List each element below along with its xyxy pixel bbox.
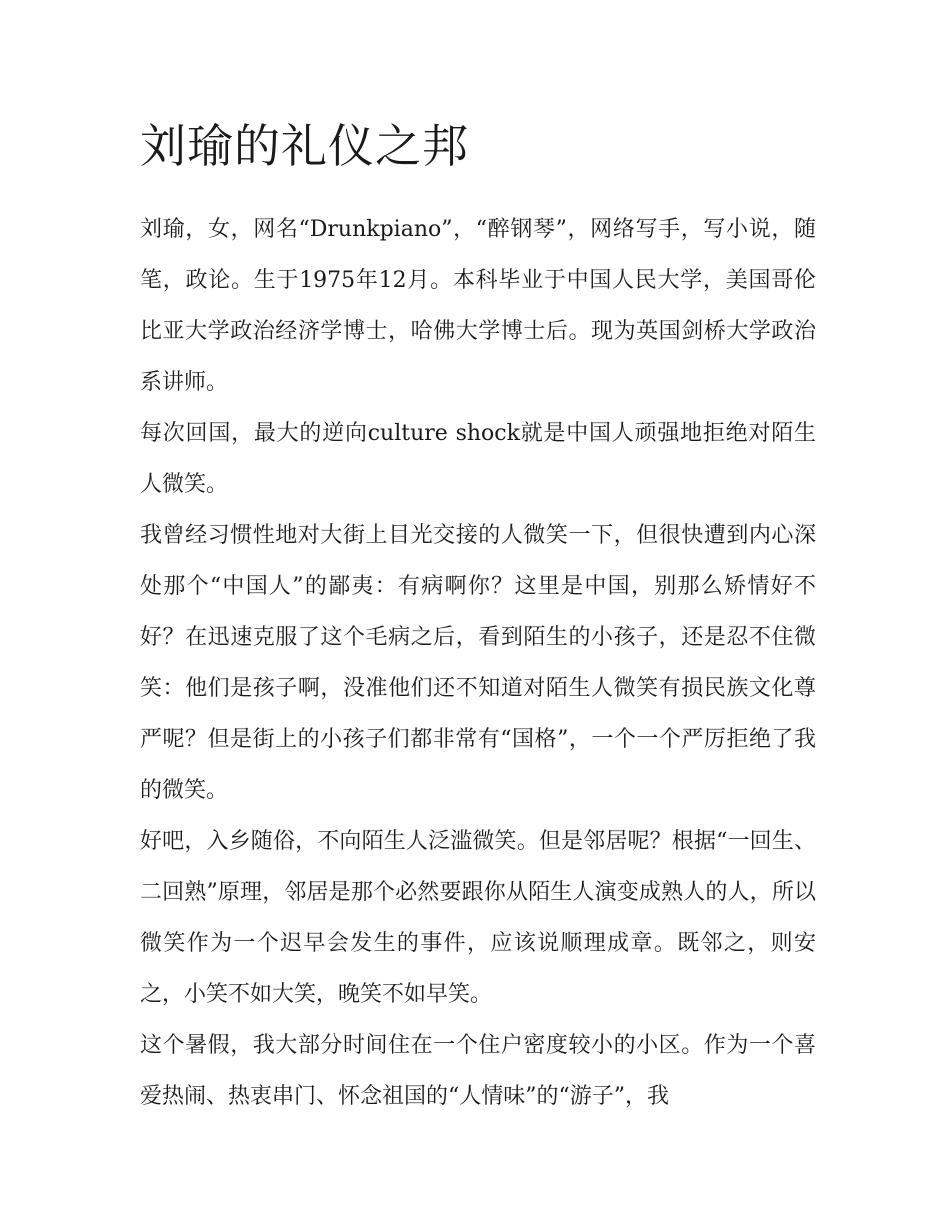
paragraph-culture-shock: 每次回国，最大的逆向culture shock就是中国人顽强地拒绝对陌生人微笑。 (140, 421, 816, 497)
paragraph-neighbors: 好吧，入乡随俗，不向陌生人泛滥微笑。但是邻居呢？根据“一回生、二回熟”原理，邻居是那个必然要跟你从陌生人演变成熟人的人，所以微笑作为一个迟早会发生的事件，应该说顺理成章。既邻之，则安之，小笑不如大笑，晚笑不如早笑。 (140, 829, 816, 1007)
paragraph-author-bio: 刘瑜，女，网名“Drunkpiano”，“醉钢琴”，网络写手，写小说，随笔，政论。生于1975年12月。本科毕业于中国人民大学，美国哥伦比亚大学政治经济学博士，哈佛大学博士后。现为英国剑桥大学政治系讲师。 (140, 217, 817, 395)
paragraph-smiling-habit: 我曾经习惯性地对大街上目光交接的人微笑一下，但很快遭到内心深处那个“中国人”的鄙夷：有病啊你？这里是中国，别那么矫情好不好？在迅速克服了这个毛病之后，看到陌生的小孩子，还是忍不住微笑：他们是孩子啊，没准他们还不知道对陌生人微笑有损民族文化尊严呢？但是街上的小孩子们都非常有“国格”，一个一个严厉拒绝了我的微笑。 (140, 523, 816, 803)
document-page (140, 110, 816, 1122)
paragraph-summer: 这个暑假，我大部分时间住在一个住户密度较小的小区。作为一个喜爱热闹、热衷串门、怀念祖国的“人情味”的“游子”，我 (140, 1033, 816, 1109)
document-title: 刘瑜的礼仪之邦 (140, 119, 469, 173)
